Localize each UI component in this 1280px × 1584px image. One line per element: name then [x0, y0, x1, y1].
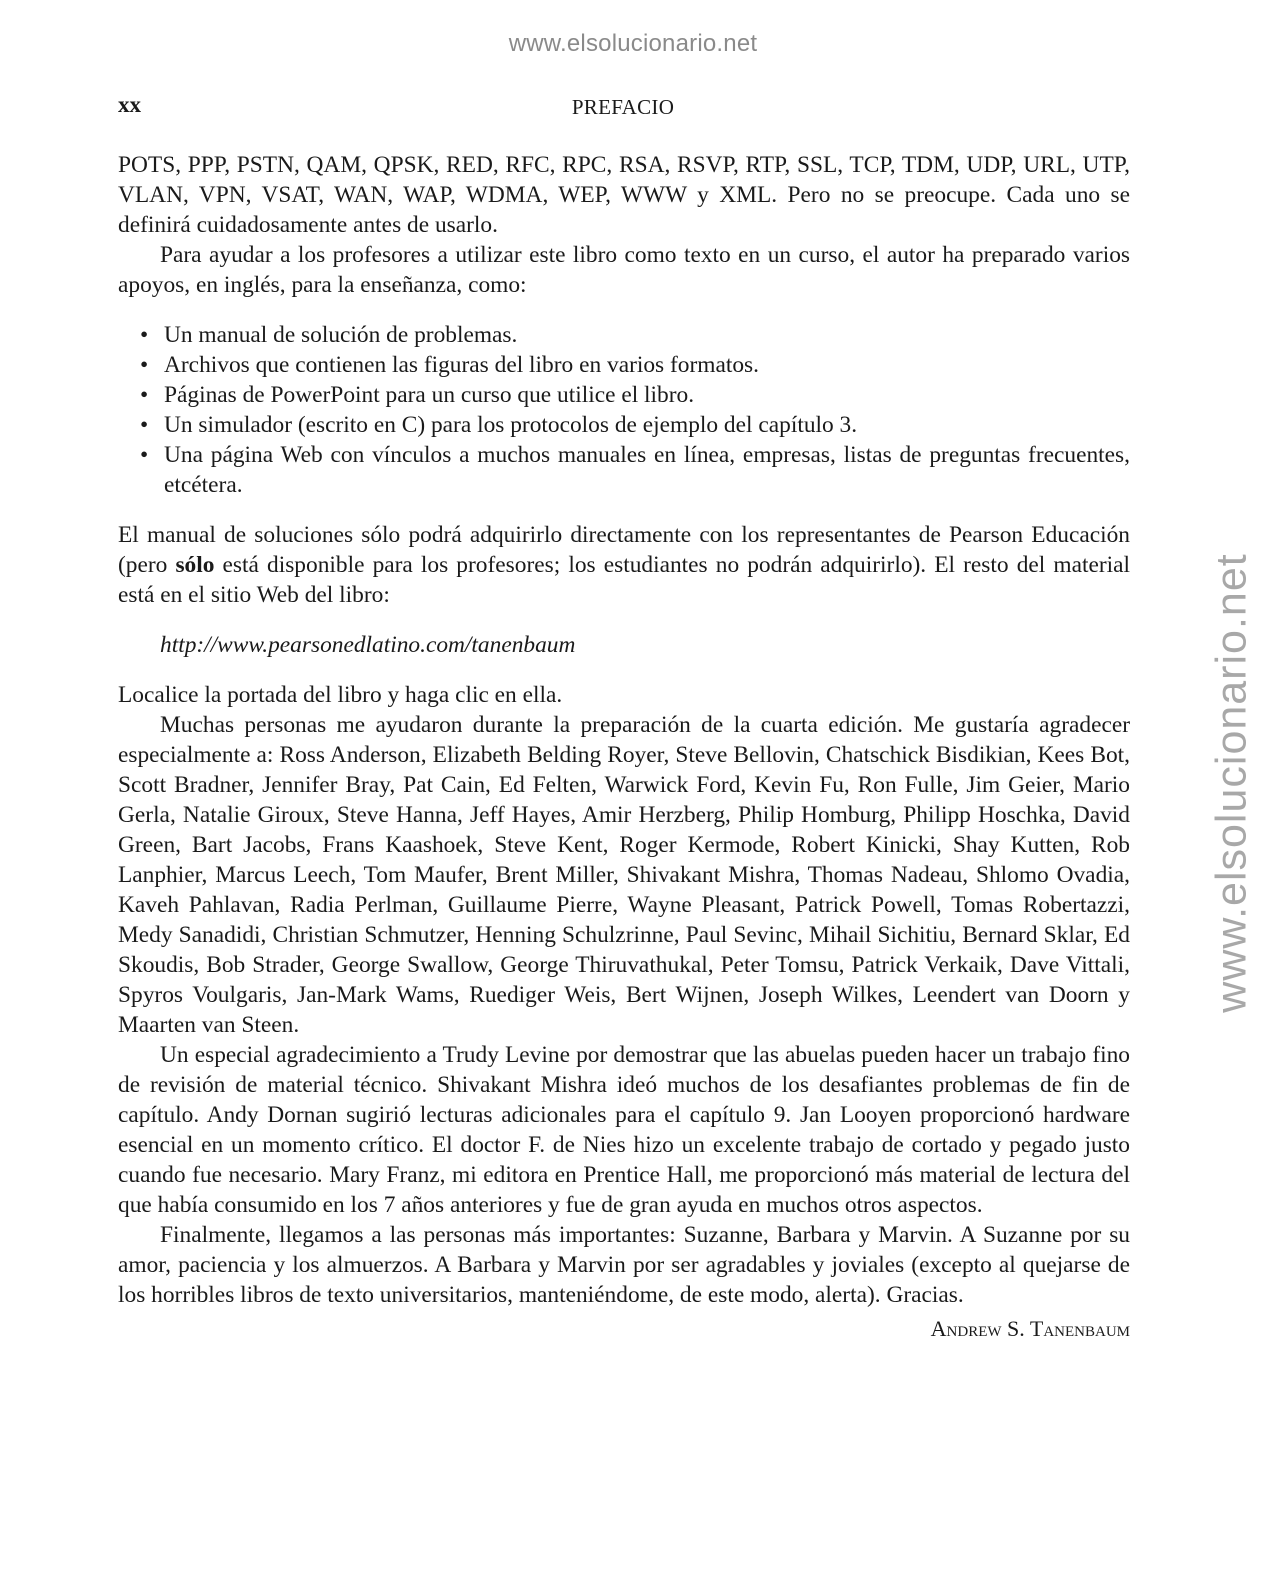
page-body: [118, 150, 1130, 1344]
manual-paragraph: [118, 520, 1130, 610]
teaching-paragraph: Para ayudar a los profesores a utilizar este libro como texto en un curso, el autor ha preparado varios apoyos, en inglés, para la enseñanza, como:: [118, 242, 1130, 298]
list-item-text: Páginas de PowerPoint para un curso que utilice el libro.: [164, 382, 695, 408]
list-item: [118, 410, 1130, 440]
bullet-icon: •: [140, 352, 149, 378]
list-item: [118, 350, 1130, 380]
bullet-icon: •: [140, 382, 149, 408]
list-item: [118, 320, 1130, 350]
list-item-text: Un manual de solución de problemas.: [164, 322, 518, 348]
bullet-icon: •: [140, 412, 149, 438]
list-item-text: Un simulador (escrito en C) para los protocolos de ejemplo del capítulo 3.: [164, 412, 858, 438]
list-item-text: Archivos que contienen las figuras del libro en varios formatos.: [164, 352, 759, 378]
author-signature: Andrew S. Tanenbaum: [930, 1316, 1130, 1341]
intro-paragraph: POTS, PPP, PSTN, QAM, QPSK, RED, RFC, RPC, RSA, RSVP, RTP, SSL, TCP, TDM, UDP, URL, UTP, VLAN, VPN, VSAT, WAN, WAP, WDMA, WEP, WWW y XML. Pero no se preocupe. Cada uno se definirá cuidadosamente antes de usarlo.: [118, 152, 1130, 238]
watermark-top: www.elsolucionario.net: [508, 30, 758, 57]
manual-text-start: El manual de soluciones sólo podrá adquirirlo directamente con los representantes de Pearson Educación (pero: [118, 522, 1130, 578]
bullet-icon: •: [140, 322, 149, 348]
locate-paragraph: Localice la portada del libro y haga clic en ella.: [118, 682, 563, 708]
supplements-list: [118, 320, 1130, 500]
list-item: [118, 440, 1130, 500]
final-paragraph: Finalmente, llegamos a las personas más importantes: Suzanne, Barbara y Marvin. A Suzanne por su amor, paciencia y los almuerzos. A Barbara y Marvin por ser agradables y joviales (excepto al quejarse de los horribles libros de texto universitarios, manteniéndome, de este modo, alerta). Gracias.: [118, 1222, 1130, 1308]
bullet-icon: •: [140, 442, 149, 468]
list-item-text: Una página Web con vínculos a muchos manuales en línea, empresas, listas de preguntas frecuentes, etcétera.: [164, 442, 1130, 498]
emphasis-solo: sólo: [175, 552, 215, 578]
watermark-side: www.elsolucionario.net: [1207, 553, 1256, 1013]
thanks-paragraph: Muchas personas me ayudaron durante la preparación de la cuarta edición. Me gustaría agradecer especialmente a: Ross Anderson, Elizabeth Belding Royer, Steve Bellovin, Chatschick Bisdikian, Kees Bot, Scott Bradner, Jennifer Bray, Pat Cain, Ed Felten, Warwick Ford, Kevin Fu, Ron Fulle, Jim Geier, Mario Gerla, Natalie Giroux, Steve Hanna, Jeff Hayes, Amir Herzberg, Philip Homburg, Philipp Hoschka, David Green, Bart Jacobs, Frans Kaashoek, Steve Kent, Roger Kermode, Robert Kinicki, Shay Kutten, Rob Lanphier, Marcus Leech, Tom Maufer, Brent Miller, Shivakant Mishra, Thomas Nadeau, Shlomo Ovadia, Kaveh Pahlavan, Radia Perlman, Guillaume Pierre, Wayne Pleasant, Patrick Powell, Tomas Robertazzi, Medy Sanadidi, Christian Schmutzer, Henning Schulzrinne, Paul Sevinc, Mihail Sichitiu, Bernard Sklar, Ed Skoudis, Bob Strader, George Swallow, George Thiruvathukal, Peter Tomsu, Patrick Verkaik, Dave Vittali, Spyros Voulgaris, Jan-Mark Wams, Ruediger Weis, Bert Wijnen, Joseph Wilkes, Leendert van Doorn y Maarten van Steen.: [118, 712, 1130, 1038]
manual-text-end: está disponible para los profesores; los estudiantes no podrán adquirirlo). El resto del material está en el sitio Web del libro:: [118, 552, 1130, 608]
page-number: xx: [118, 92, 141, 117]
list-item: [118, 380, 1130, 410]
running-title: PREFACIO: [571, 95, 675, 119]
website-url[interactable]: http://www.pearsonedlatino.com/tanenbaum: [160, 632, 576, 658]
special-thanks-paragraph: Un especial agradecimiento a Trudy Levine por demostrar que las abuelas pueden hacer un trabajo fino de revisión de material técnico. Shivakant Mishra ideó muchos de los desafiantes problemas de fin de capítulo. Andy Dornan sugirió lecturas adicionales para el capítulo 9. Jan Looyen proporcionó hardware esencial en un momento crítico. El doctor F. de Nies hizo un excelente trabajo de cortado y pegado justo cuando fue necesario. Mary Franz, mi editora en Prentice Hall, me proporcionó más material de lectura del que había consumido en los 7 años anteriores y fue de gran ayuda en muchos otros aspectos.: [118, 1042, 1130, 1218]
